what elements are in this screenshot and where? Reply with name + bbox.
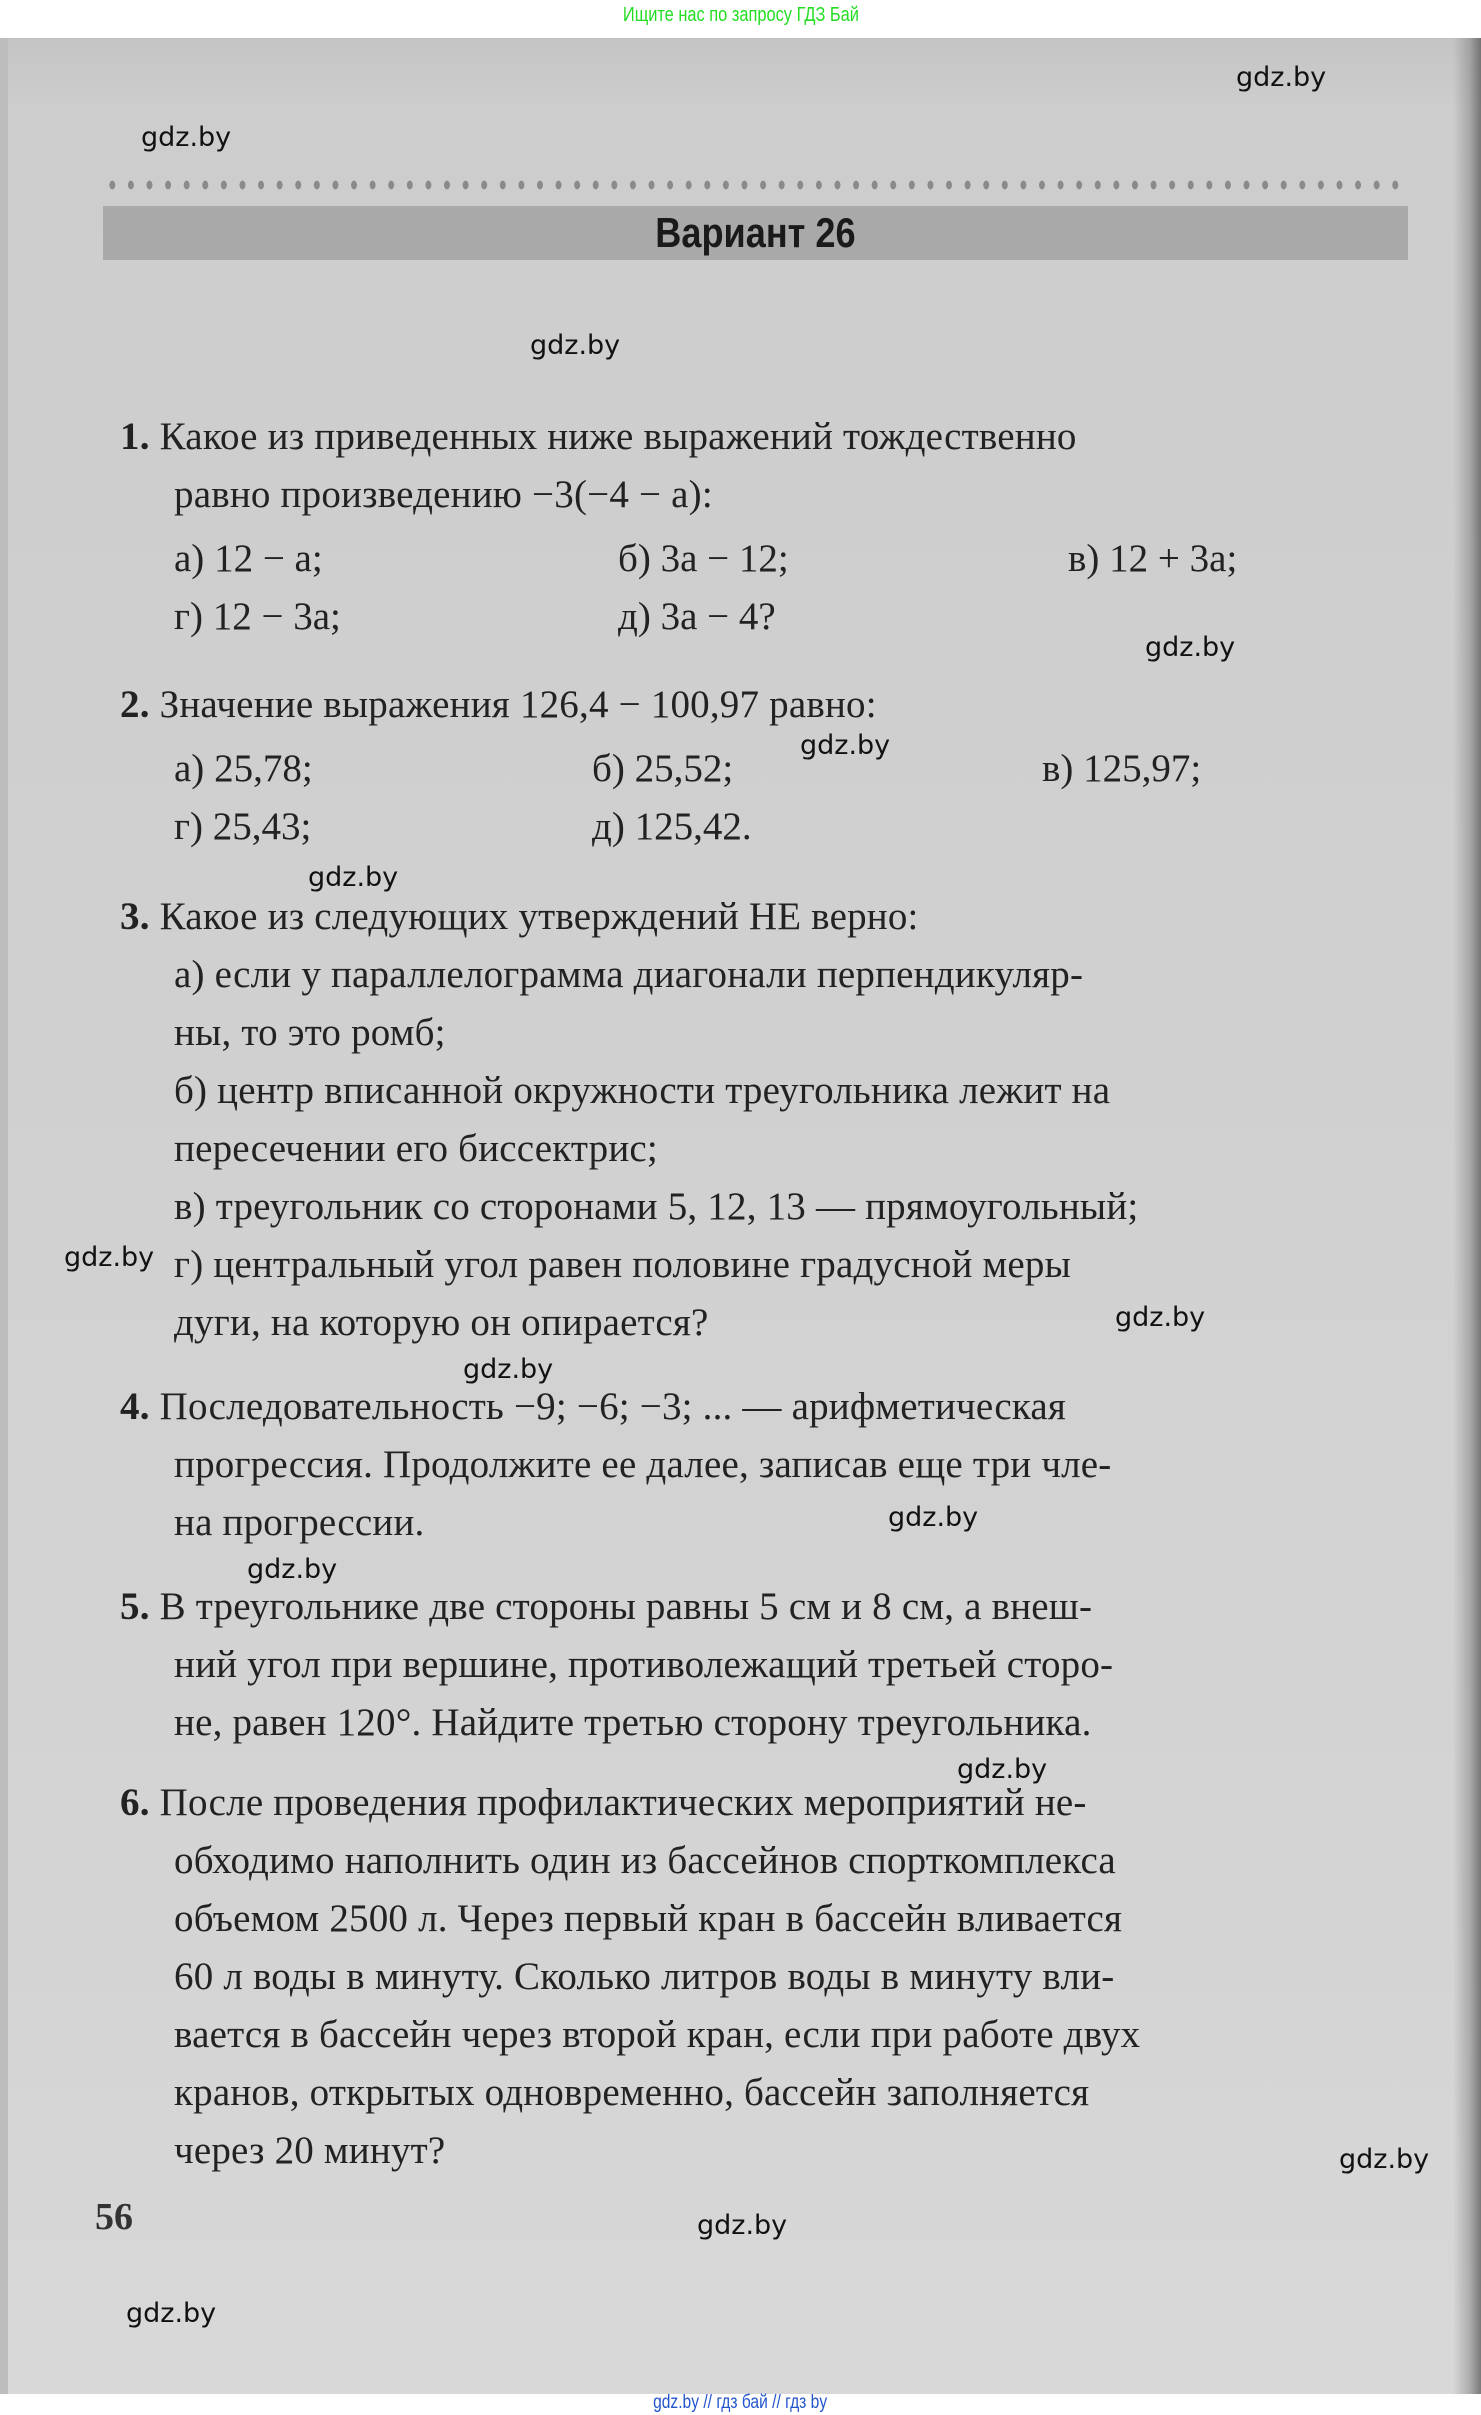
statement-v: в) треугольник со сторонами 5, 12, 13 — прямоугольный; [174, 1185, 1139, 1228]
question-text: В треугольнике две стороны равны 5 см и 8 см, а внеш- [159, 1585, 1093, 1628]
question-number: 6. [120, 1781, 150, 1824]
watermark: gdz.by [308, 862, 399, 893]
search-banner-link[interactable]: Ищите нас по запросу ГДЗ Бай [622, 4, 859, 26]
question-text: равно произведению −3(−4 − a): [174, 473, 713, 516]
question-text: обходимо наполнить один из бассейнов спорткомплекса [174, 1839, 1116, 1882]
option-v: в) 12 + 3a; [1068, 537, 1238, 580]
watermark: gdz.by [126, 2298, 217, 2329]
watermark: gdz.by [800, 730, 891, 761]
watermark: gdz.by [1236, 62, 1327, 93]
option-b: б) 3a − 12; [618, 537, 789, 580]
question-6 [120, 1774, 1410, 2180]
option-a: а) 12 − a; [174, 537, 323, 580]
question-text: прогрессия. Продолжите ее далее, записав еще три чле- [174, 1443, 1112, 1486]
statement-a: а) если у параллелограмма диагонали перпендикуляр- [174, 953, 1084, 996]
question-text: Последовательность −9; −6; −3; ... — арифметическая [159, 1385, 1067, 1428]
question-text: Какое из приведенных ниже выражений тождественно [159, 415, 1077, 458]
option-d: д) 3a − 4? [618, 595, 776, 638]
question-4 [120, 1378, 1410, 1552]
watermark: gdz.by [463, 1354, 554, 1385]
question-2 [120, 676, 1410, 734]
option-g: г) 25,43; [174, 805, 312, 848]
question-1 [120, 408, 1410, 524]
question-text: Значение выражения 126,4 − 100,97 равно: [159, 683, 877, 726]
question-number: 4. [120, 1385, 150, 1428]
option-d: д) 125,42. [592, 805, 752, 848]
watermark: gdz.by [247, 1554, 338, 1585]
watermark: gdz.by [1145, 632, 1236, 663]
question-number: 3. [120, 895, 150, 938]
question-text: 60 л воды в минуту. Сколько литров воды в минуту вли- [174, 1955, 1115, 1998]
watermark: gdz.by [530, 330, 621, 361]
question-text: Какое из следующих утверждений НЕ верно: [159, 895, 919, 938]
question-text: После проведения профилактических мероприятий не- [159, 1781, 1087, 1824]
option-a: а) 25,78; [174, 747, 313, 790]
watermark: gdz.by [1339, 2144, 1430, 2175]
question-text: на прогрессии. [174, 1501, 425, 1544]
watermark: gdz.by [64, 1242, 155, 1273]
option-b: б) 25,52; [592, 747, 734, 790]
question-text: ний угол при вершине, противолежащий третьей сторо- [174, 1643, 1114, 1686]
watermark: gdz.by [697, 2210, 788, 2241]
option-g: г) 12 − 3a; [174, 595, 341, 638]
question-text: не, равен 120°. Найдите третью сторону треугольника. [174, 1701, 1092, 1744]
footer-bar [0, 2394, 1481, 2415]
statement-a-cont: ны, то это ромб; [174, 1011, 446, 1054]
question-5 [120, 1578, 1410, 1752]
question-3 [120, 888, 1410, 1352]
statement-g: г) центральный угол равен половине градусной меры [174, 1243, 1072, 1286]
page-number: 56 [95, 2196, 133, 2238]
top-banner [0, 0, 1481, 38]
statement-g-cont: дуги, на которую он опирается? [174, 1301, 709, 1344]
watermark: gdz.by [957, 1754, 1048, 1785]
dotted-divider [103, 178, 1408, 192]
question-text: кранов, открытых одновременно, бассейн заполняется [174, 2071, 1090, 2114]
question-text: вается в бассейн через второй кран, если при работе двух [174, 2013, 1141, 2056]
option-v: в) 125,97; [1042, 747, 1202, 790]
question-text: объемом 2500 л. Через первый кран в бассейн вливается [174, 1897, 1123, 1940]
question-text: через 20 минут? [174, 2129, 446, 2172]
question-number: 2. [120, 683, 150, 726]
statement-b-cont: пересечении его биссектрис; [174, 1127, 658, 1170]
statement-b: б) центр вписанной окружности треугольника лежит на [174, 1069, 1111, 1112]
question-number: 5. [120, 1585, 150, 1628]
question-number: 1. [120, 415, 150, 458]
page-title: Вариант 26 [655, 209, 856, 256]
watermark: gdz.by [141, 122, 232, 153]
watermark: gdz.by [888, 1502, 979, 1533]
watermark: gdz.by [1115, 1302, 1206, 1333]
title-band [103, 206, 1408, 260]
footer-links[interactable]: gdz.by // гдз бай // гдз by [653, 2392, 828, 2413]
